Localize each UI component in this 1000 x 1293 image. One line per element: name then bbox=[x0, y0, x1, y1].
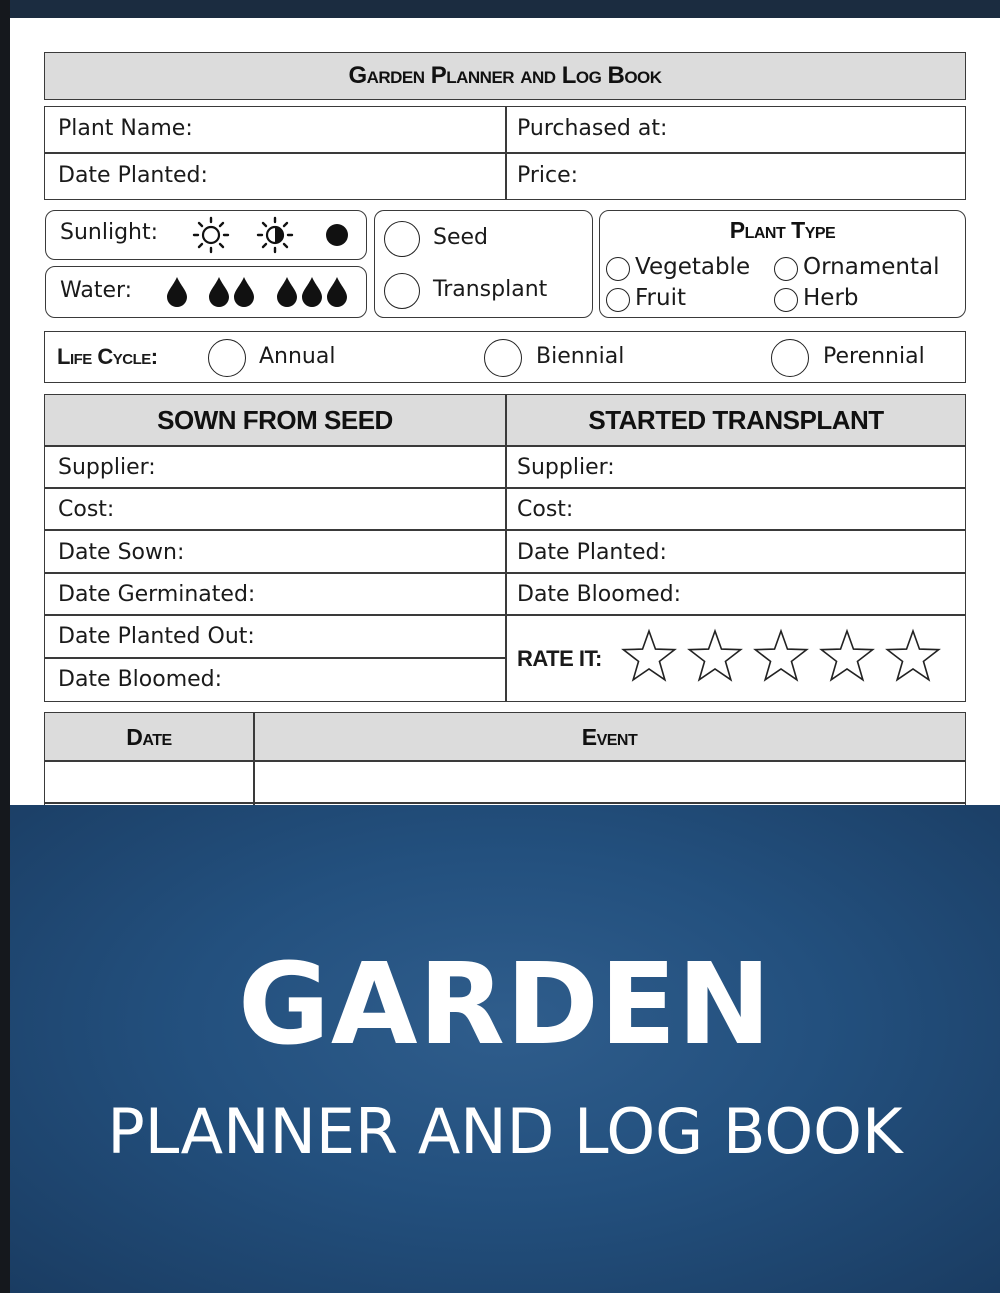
ornamental-radio[interactable] bbox=[774, 257, 798, 281]
full-sun-icon bbox=[188, 212, 234, 258]
transplant-radio[interactable] bbox=[384, 273, 420, 309]
started-date-planted-label: Date Planted: bbox=[517, 540, 667, 565]
divider bbox=[45, 760, 965, 762]
divider bbox=[505, 395, 507, 701]
star-outline-icon[interactable] bbox=[817, 627, 877, 687]
rating-stars bbox=[619, 627, 949, 687]
divider bbox=[45, 572, 965, 574]
sunlight-label: Sunlight: bbox=[60, 220, 159, 245]
origin-box bbox=[374, 210, 593, 318]
divider bbox=[45, 802, 965, 804]
rate-it-label: RATE IT: bbox=[517, 646, 602, 671]
sown-cost-label: Cost: bbox=[58, 497, 115, 522]
biennial-radio[interactable] bbox=[484, 339, 522, 377]
transplant-label: Transplant bbox=[433, 277, 548, 302]
form-title-bar bbox=[44, 52, 966, 100]
herb-label: Herb bbox=[803, 285, 859, 311]
biennial-label: Biennial bbox=[536, 344, 625, 369]
cover-banner bbox=[10, 805, 1000, 1293]
date-column-header: Date bbox=[126, 724, 172, 750]
form-title: Garden Planner and Log Book bbox=[348, 62, 662, 89]
star-outline-icon[interactable] bbox=[883, 627, 943, 687]
plant-type-box bbox=[599, 210, 966, 318]
vegetable-label: Vegetable bbox=[635, 254, 751, 280]
date-germinated-label: Date Germinated: bbox=[58, 582, 256, 607]
fruit-radio[interactable] bbox=[606, 288, 630, 312]
perennial-label: Perennial bbox=[823, 344, 925, 369]
plant-info-grid bbox=[44, 106, 966, 200]
annual-radio[interactable] bbox=[208, 339, 246, 377]
water-box bbox=[45, 266, 367, 318]
banner-subtitle: PLANNER AND LOG BOOK bbox=[107, 1095, 903, 1168]
date-sown-label: Date Sown: bbox=[58, 540, 185, 565]
seed-label: Seed bbox=[433, 225, 488, 250]
divider bbox=[45, 487, 965, 489]
sown-supplier-label: Supplier: bbox=[58, 455, 156, 480]
event-column-header: Event bbox=[581, 724, 638, 750]
started-supplier-label: Supplier: bbox=[517, 455, 615, 480]
shade-icon bbox=[322, 220, 352, 250]
event-log-table bbox=[44, 712, 966, 805]
started-date-bloomed-label: Date Bloomed: bbox=[517, 582, 682, 607]
propagation-table bbox=[44, 394, 966, 702]
seed-radio[interactable] bbox=[384, 221, 420, 257]
date-planted-out-label: Date Planted Out: bbox=[58, 624, 255, 649]
annual-label: Annual bbox=[259, 344, 336, 369]
star-outline-icon[interactable] bbox=[619, 627, 679, 687]
life-cycle-label: Life Cycle: bbox=[57, 344, 158, 369]
purchased-at-label: Purchased at: bbox=[517, 116, 668, 141]
partial-sun-icon bbox=[252, 212, 298, 258]
date-planted-label: Date Planted: bbox=[58, 163, 208, 188]
water-low-icon bbox=[164, 275, 190, 309]
ornamental-label: Ornamental bbox=[803, 254, 940, 280]
divider bbox=[45, 657, 505, 659]
divider bbox=[45, 614, 965, 616]
fruit-label: Fruit bbox=[635, 285, 686, 311]
perennial-radio[interactable] bbox=[771, 339, 809, 377]
plant-type-title: Plant Type bbox=[729, 217, 836, 243]
divider bbox=[45, 152, 965, 154]
sunlight-box bbox=[45, 210, 367, 260]
log-sheet bbox=[10, 18, 1000, 805]
water-medium-icon bbox=[206, 275, 258, 309]
started-cost-label: Cost: bbox=[517, 497, 574, 522]
star-outline-icon[interactable] bbox=[751, 627, 811, 687]
life-cycle-row bbox=[44, 331, 966, 383]
vegetable-radio[interactable] bbox=[606, 257, 630, 281]
plant-name-label: Plant Name: bbox=[58, 116, 193, 141]
divider bbox=[45, 529, 965, 531]
price-label: Price: bbox=[517, 163, 579, 188]
banner-title: GARDEN bbox=[237, 940, 773, 1070]
started-header: STARTED TRANSPLANT bbox=[588, 405, 884, 435]
water-label: Water: bbox=[60, 278, 133, 303]
sown-date-bloomed-label: Date Bloomed: bbox=[58, 667, 223, 692]
left-edge bbox=[0, 0, 10, 1293]
star-outline-icon[interactable] bbox=[685, 627, 745, 687]
herb-radio[interactable] bbox=[774, 288, 798, 312]
sown-header: SOWN FROM SEED bbox=[157, 405, 393, 435]
top-strip bbox=[0, 0, 1000, 18]
water-high-icon bbox=[274, 275, 352, 309]
